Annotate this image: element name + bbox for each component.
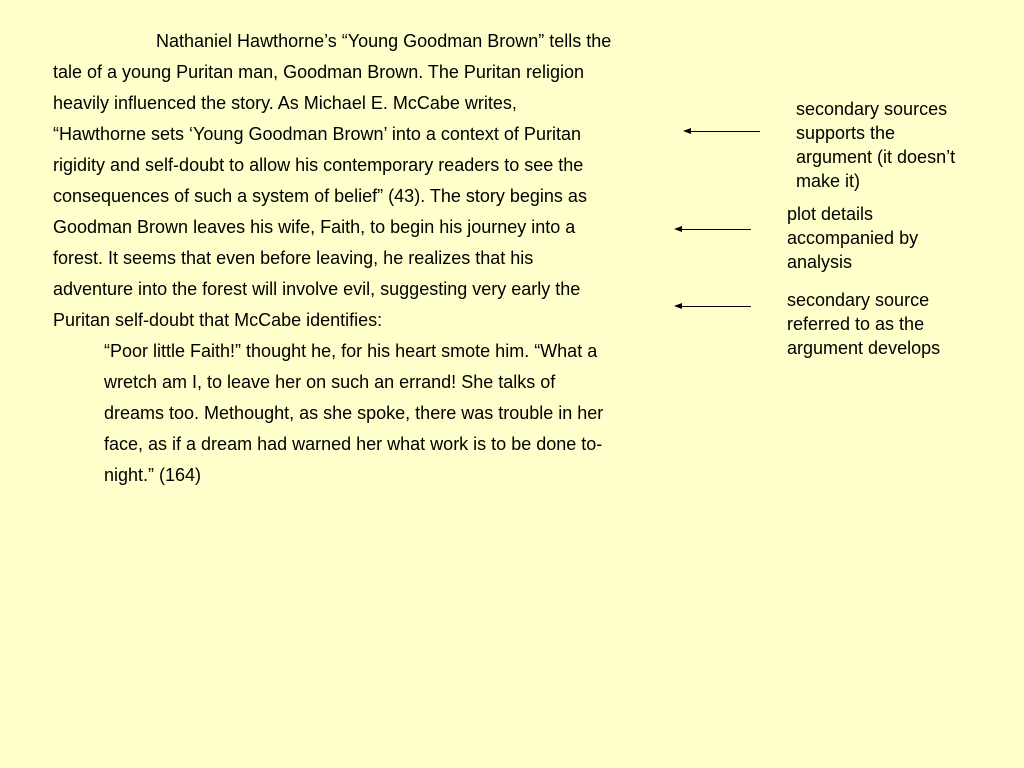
essay-line: Nathaniel Hawthorne’s “Young Goodman Brown” tells the [156,31,612,51]
annotation-line: secondary source [787,290,930,310]
essay-line: Puritan self-doubt that McCabe identifies: [53,310,383,330]
annotation-line: accompanied by [787,228,919,248]
quote-line: wretch am I, to leave her on such an errand! She talks of [104,372,556,392]
annotation-secondary-sources [796,97,996,193]
essay-line: heavily influenced the story. As Michael E. McCabe writes, [53,93,517,113]
essay-line: Goodman Brown leaves his wife, Faith, to begin his journey into a [53,217,576,237]
essay-line: forest. It seems that even before leaving, he realizes that his [53,248,534,268]
essay-line: adventure into the forest will involve evil, suggesting very early the [53,279,581,299]
quote-line: “Poor little Faith!” thought he, for his heart smote him. “What a [104,341,598,361]
annotation-plot-details [787,202,987,274]
annotation-line: analysis [787,252,853,272]
quote-line: dreams too. Methought, as she spoke, there was trouble in her [104,403,604,423]
quote-line: face, as if a dream had warned her what work is to be done to- [104,434,603,454]
annotation-line: plot details [787,204,874,224]
annotation-line: secondary sources [796,99,948,119]
essay-text [53,26,673,491]
annotation-arrow-plot-details [674,225,751,235]
annotation-arrow-secondary-sources [683,127,760,137]
essay-line: tale of a young Puritan man, Goodman Brown. The Puritan religion [53,62,584,82]
essay-line: rigidity and self-doubt to allow his contemporary readers to see the [53,155,584,175]
annotation-secondary-source [787,288,987,360]
essay-line: “Hawthorne sets ‘Young Goodman Brown’ into a context of Puritan [53,124,581,144]
block-quote [53,336,673,491]
annotation-arrow-secondary-source [674,302,751,312]
essay-line: consequences of such a system of belief” (43). The story begins as [53,186,587,206]
annotation-line: argument develops [787,338,941,358]
annotation-line: make it) [796,171,861,191]
quote-line: night.” (164) [104,465,202,485]
annotation-line: supports the [796,123,896,143]
annotation-line: referred to as the [787,314,925,334]
annotation-line: argument (it doesn’t [796,147,956,167]
